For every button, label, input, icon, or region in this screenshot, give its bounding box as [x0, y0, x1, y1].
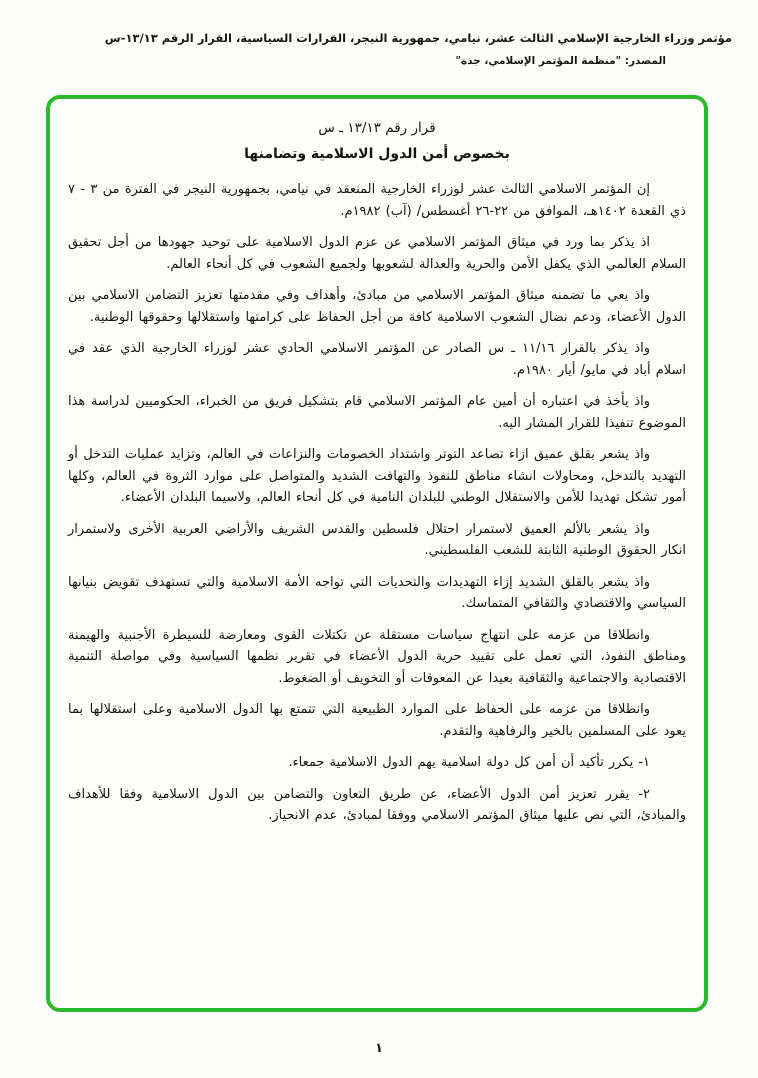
resolution-subtitle: بخصوص أمن الدول الاسلامية وتضامنها — [244, 146, 510, 162]
paragraph-expert-group: واذ يأخذ في اعتباره أن أمين عام المؤتمر الاسلامي قام بتشكيل فريق من الخبراء، الحكوميين لدراسة هذا الموضوع تنفيذا للقرار المشار اليه. — [68, 394, 686, 431]
paragraph-palestine: واذ يشعر بالألم العميق لاستمرار احتلال فلسطين والقدس الشريف والأراضي العربية الأخرى ولاستمرار انكار الحقوق الوطنية الثابتة للشعب الفلسطيني. — [68, 521, 686, 558]
document-body — [50, 99, 704, 827]
paragraph-preamble: إن المؤتمر الاسلامي الثالث عشر لوزراء الخارجية المنعقد في نيامي، بجمهورية النيجر في الفترة من ٣ - ٧ ذي القعدة ١٤٠٢هـ، الموافق من ٢٢-٢٦ أغسطس/ (آب) ١٩٨٢م. — [68, 182, 686, 219]
paragraph-aware-principles: واذ يعي ما تضمنه ميثاق المؤتمر الاسلامي من مبادئ، وأهداف وفي مقدمتها تعزيز التضامن الاسلامي بين الدول الأعضاء، ودعم نضال الشعوب الاسلامية كافة من أجل الحفاظ على كرامتها واستقلالها وحقوقها الوطنية. — [68, 288, 686, 325]
paragraph-natural-resources: وانطلاقا من عزمه على الحفاظ على الموارد الطبيعية التي تتمتع بها الدول الاسلامية وعلى استقلالها بما يعود على المسلمين بالخير والرفاهية والتقدم. — [68, 702, 686, 739]
document-border — [46, 95, 708, 1012]
header-citation: مؤتمر وزراء الخارجية الإسلامي الثالث عشر، نيامي، جمهورية النيجر، القرارات السياسية، القرار الرقم ١٣/١٣-س — [104, 31, 732, 45]
paragraph-independent-policies: وانطلاقا من عزمه على انتهاج سياسات مستقلة عن تكتلات القوى ومعارضة للسيطرة الأجنبية والهيمنة ومناطق النفوذ، التي تعمل على تقييد حرية الدول الأعضاء في تقرير نظمها السياسية وفي مواصلة التنمية الاقتصادية والاجتماعية والثقافية بعيدا عن المعوقات أو التخويف أو الضغوط. — [68, 627, 686, 686]
header-source: المصدر: "منظمة المؤتمر الإسلامي، جدة" — [455, 55, 666, 67]
document-header — [26, 30, 732, 68]
paragraph-deep-concern: واذ يشعر بقلق عميق ازاء تصاعد التوتر واشتداد الخصومات والنزاعات في العالم، وتزايد عمليات التدخل أو التهديد بالتدخل، ومحاولات انشاء مناطق للنفوذ والتهافت الشديد والمتواصل على موارد الثروة في العالم، وكلها أمور تشكل تهديدا للأمن والاستقلال الوطني للبلدان النامية في كل أنحاء العالم، ولاسيما البلدان الأعضاء. — [68, 447, 686, 505]
resolution-title: قرار رقم ١٣/١٣ ـ س — [318, 120, 436, 136]
paragraph-threats: واذ يشعر بالقلق الشديد إزاء التهديدات والتحديات التي تواجه الأمة الاسلامية والتي تستهدف تقويض بنيانها السياسي والاقتصادي والثقافي المتماسك. — [68, 574, 686, 611]
resolution-item-1: ١- يكرر تأكيد أن أمن كل دولة اسلامية يهم الدول الاسلامية جمعاء. — [288, 755, 650, 770]
resolution-item-2: ٢- يقرر تعزيز أمن الدول الأعضاء، عن طريق التعاون والتضامن بين الدول الاسلامية وفقا للأهداف والمبادئ، التي نص عليها ميثاق المؤتمر الاسلامي ووفقا لمبادئ، عدم الانحياز. — [68, 786, 686, 823]
paragraph-recall-charter: اذ يذكر بما ورد في ميثاق المؤتمر الاسلامي عن عزم الدول الاسلامية على توحيد جهودها من أجل تحقيق السلام العالمي الذي يكفل الأمن والحرية والعدالة لشعوبها ولجميع الشعوب في كل أنحاء العالم. — [68, 235, 686, 272]
page-number: ١ — [375, 1041, 383, 1056]
paragraph-recall-resolution: واذ يذكر بالقرار ١١/١٦ ـ س الصادر عن المؤتمر الاسلامي الحادي عشر لوزراء الخارجية الذي عقد في اسلام أباد في مايو/ أيار ١٩٨٠م. — [68, 341, 686, 378]
